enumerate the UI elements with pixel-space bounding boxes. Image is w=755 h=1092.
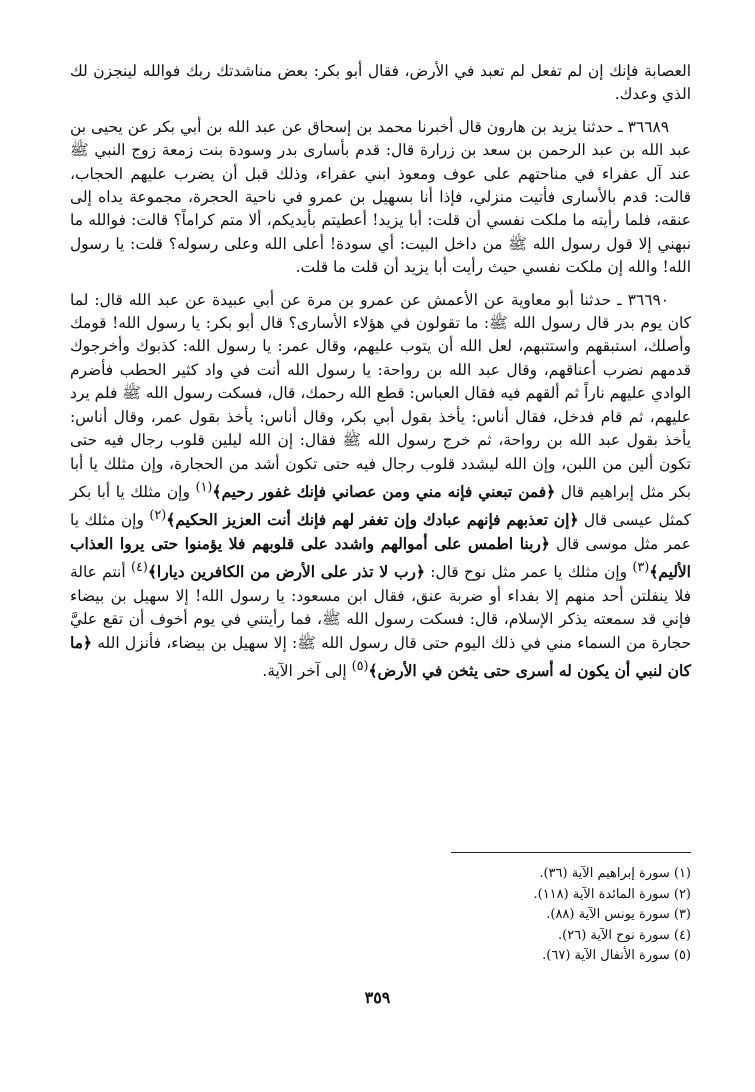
paragraph-continuation — [70, 60, 691, 107]
paragraph-text: أنتم عالة فلا ينفلتن أحد منهم إلا بفداء أو ضربة عنق، فقال ابن مسعود: يا رسول الله! إلا سهيل بن بيضاء فإني قد سمعته يذكر الإسلام، قال: فسكت رسول الله ﷺ، فما رأيتني في يوم أخوف أن تقع عليَّ حجارة من السماء مني في ذلك اليوم حتى قال رسول الله ﷺ: إلا سهيل بن بيضاء، فأنزل الله — [70, 563, 691, 652]
footnote-marker: (٤) — [130, 560, 148, 576]
paragraph-text: إلى آخر الآية. — [262, 662, 347, 681]
paragraph-text: ٣٦٦٨٩ ـ حدثنا يزيد بن هارون قال أخبرنا محمد بن إسحاق عن عبد الله بن أبي بكر عن يحيى بن عبد الله بن عبد الرحمن بن سعد بن زرارة قال: قدم بأسارى بدر وسودة بنت زمعة زوج النبي ﷺ عند آل عفراء في مناحتهم على عوف ومعوذ ابني عفراء، وذلك قبل أن يضرب عليهم الحجاب، قالت: قدم بالأسارى فأتيت منزلي، فإذا أنا بسهيل بن عمرو في ناحية الحجرة، مجموعة يداه إلى عنقه، فلما رأيته ما ملكت نفسي أن قلت: أبا يزيد! أعطيتم بأيديكم، ألا متم كراماً؟ قالت: فوالله ما نبهني إلا قول رسول الله ﷺ من داخل البيت: أي سودة! أعلى الله وعلى رسوله؟ قلت: يا رسول الله! والله إن ملكت نفسي حيث رأيت أبا يزيد أن قلت ما قلت. — [70, 117, 691, 277]
footnote-item: (٢) سورة المائدة الآية (١١٨). — [533, 886, 691, 902]
hadith-36690 — [70, 289, 691, 684]
quran-quote: ﴿ما كان لنبي أن يكون له أسرى حتى يثخن في الأرض﴾ — [70, 633, 691, 681]
hadith-36689 — [70, 116, 691, 280]
footnote-item: (٥) سورة الأنفال الآية (٦٧). — [542, 948, 691, 963]
page-number: ٣٥٩ — [364, 988, 391, 1007]
quran-quote: ﴿إن تعذبهم فإنهم عبادك وإن تغفر لهم فإنك أنت العزيز الحكيم﴾ — [166, 511, 579, 530]
quran-quote: ﴿ربنا اطمس على أموالهم واشدد على قلوبهم فلا يؤمنوا حتى يروا العذاب الأليم﴾ — [70, 534, 691, 582]
paragraph-text: وإن مثلك يا أبا بكر كمثل عيسى قال — [70, 483, 691, 530]
footnote-marker: (٥) — [351, 659, 369, 675]
footnote-item: (٣) سورة يونس الآية (٨٨). — [546, 907, 691, 922]
footnote-marker: (٢) — [149, 508, 167, 524]
footnote-separator — [451, 852, 691, 853]
paragraph-text: ٣٦٦٩٠ ـ حدثنا أبو معاوية عن الأعمش عن عمرو بن مرة عن أبي عبيدة عن عبد الله قال: لما كان يوم بدر قال رسول الله ﷺ: ما تقولون في هؤلاء الأسارى؟ قال أبو بكر: يا رسول الله! قومك وأصلك، استبقهم واستتبهم، لعل الله أن يتوب عليهم، وقال عمر: يا رسول الله: كذبوك وأخرجوك قدمهم نضرب أعناقهم، وقال عبد الله بن رواحة: يا رسول الله أنت في واد كثير الحطب فأضرم الوادي عليهم ناراً ثم ألقهم فيه فقال العباس: قطع الله رحمك، قال، فسكت رسول الله ﷺ فلم يرد عليهم، ثم قام فدخل، فقال أناس: يأخذ بقول أبي بكر، وقال أناس: يأخذ بقول عمر، وقال أناس: يأخذ بقول عبد الله بن رواحة، ثم خرج رسول الله ﷺ فقال: إن الله ليلين قلوب رجال فيه حتى تكون ألين من اللبن، وإن الله ليشدد قلوب رجال فيه حتى تكون أشد من الحجارة، وإن مثلك يا أبا بكر مثل إبراهيم قال — [70, 290, 691, 502]
footnote-item: (٤) سورة نوح الآية (٢٦). — [558, 927, 691, 943]
paragraph-text: وإن مثلك يا عمر مثل نوح قال: — [430, 563, 628, 582]
quran-quote: ﴿فمن تبعني فإنه مني ومن عصاني فإنك غفور رحيم﴾ — [212, 483, 556, 502]
main-text — [70, 60, 691, 684]
footnote-item: (١) سورة إبراهيم الآية (٣٦). — [539, 866, 691, 881]
footnote-marker: (١) — [195, 479, 213, 495]
quran-quote: ﴿رب لا تذر على الأرض من الكافرين ديارا﴾ — [147, 563, 425, 582]
footnotes — [371, 864, 691, 967]
paragraph-text: وإن مثلك يا عمر مثل موسى قال — [70, 511, 691, 553]
paragraph-text: العصابة فإنك إن لم تفعل لم تعبد في الأرض، فقال أبو بكر: بعض مناشدتك ربك فوالله لينجزن لك الذي وعدك. — [70, 62, 691, 104]
footnote-marker: (٣) — [632, 560, 650, 576]
